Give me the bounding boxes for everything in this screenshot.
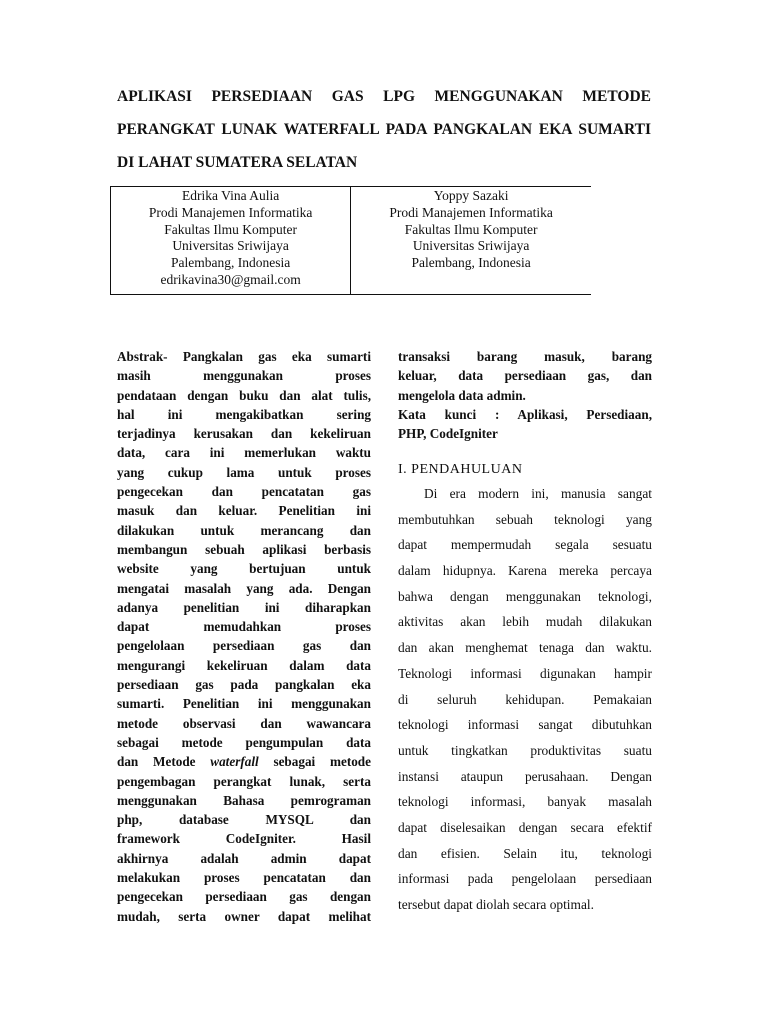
introduction-paragraph xyxy=(398,481,652,918)
abstract-line: pengembagan perangkat lunak, serta xyxy=(117,773,371,789)
author-university: Universitas Sriwijaya xyxy=(172,238,289,254)
abstract-line: sumarti. Penelitian ini menggunakan xyxy=(117,696,371,712)
abstract-line: masih menggunakan proses xyxy=(117,368,371,384)
author-university: Universitas Sriwijaya xyxy=(412,238,530,254)
author-table xyxy=(110,186,591,295)
keywords-line: PHP, CodeIgniter xyxy=(398,426,498,442)
author-name: Yoppy Sazaki xyxy=(433,188,509,203)
author-department: Prodi Manajemen Informatika xyxy=(148,204,313,220)
abstract-line: membangun sebuah aplikasi berbasis xyxy=(117,541,371,557)
abstract-line: data, cara ini memerlukan waktu xyxy=(117,445,371,461)
abstract-line: transaksi barang masuk, barang xyxy=(398,349,652,364)
abstract-line: terjadinya kerusakan dan kekeliruan xyxy=(117,426,371,442)
abstract-line: yang cukup lama untuk proses xyxy=(117,464,371,480)
section-heading: I. PENDAHULUAN xyxy=(398,462,523,477)
intro-line: aktivitas akan lebih mudah dilakukan xyxy=(398,614,652,630)
intro-line: instansi ataupun perusahaan. Dengan xyxy=(398,768,652,784)
abstract-line: hal ini mengakibatkan sering xyxy=(117,406,371,422)
abstract-line: mengelola data admin. xyxy=(398,387,526,403)
abstract-line: Abstrak- Pangkalan gas eka sumarti xyxy=(117,349,371,364)
intro-line: informasi pada pengelolaan persediaan xyxy=(398,871,652,887)
abstract-line: mudah, serta owner dapat melihat xyxy=(117,908,371,924)
author-cell-2 xyxy=(351,187,591,295)
title-line-1: APLIKASI PERSEDIAAN GAS LPG MENGGUNAKAN METODE xyxy=(117,88,651,105)
abstract-line: menggunakan Bahasa pemrograman xyxy=(117,792,371,808)
intro-line: membutuhkan sebuah teknologi yang xyxy=(398,511,652,527)
abstract-line: masuk dan keluar. Penelitian ini xyxy=(117,503,371,519)
intro-line: Di era modern ini, manusia sangat xyxy=(424,486,652,501)
author-name: Edrika Vina Aulia xyxy=(182,188,280,203)
intro-line: dapat mempermudah segala sesuatu xyxy=(398,537,652,553)
title-line-2: PERANGKAT LUNAK WATERFALL PADA PANGKALAN EKA SUMARTI xyxy=(117,121,651,138)
abstract-line: website yang bertujuan untuk xyxy=(117,561,371,577)
abstract-line: dapat memudahkan proses xyxy=(117,619,371,635)
abstract-line: melakukan proses pencatatan dan xyxy=(117,870,371,886)
author-city: Palembang, Indonesia xyxy=(171,255,291,271)
keywords xyxy=(398,405,652,444)
abstract-line: pengecekan persediaan gas dengan xyxy=(117,889,371,905)
abstract-continued xyxy=(398,347,652,405)
abstract-line: mengatai masalah yang ada. Dengan xyxy=(117,580,371,596)
keywords-line: Kata kunci : Aplikasi, Persediaan, xyxy=(398,406,652,422)
abstract-line: pengelolaan persediaan gas dan xyxy=(117,638,371,654)
intro-line: di seluruh kehidupan. Pemakaian xyxy=(398,691,652,707)
abstract-line: keluar, data persediaan gas, dan xyxy=(398,368,652,384)
abstract-line: akhirnya adalah admin dapat xyxy=(117,850,371,866)
abstract-line: pendataan dengan buku dan alat tulis, xyxy=(117,387,371,403)
intro-line: untuk tingkatkan produktivitas suatu xyxy=(398,742,652,758)
emphasis-waterfall: waterfall xyxy=(210,754,259,770)
abstract-line: metode observasi dan wawancara xyxy=(117,715,371,731)
intro-line: dan efisien. Selain itu, teknologi xyxy=(398,845,652,861)
author-city: Palembang, Indonesia xyxy=(411,255,531,271)
abstract-line: mengurangi kekeliruan dalam data xyxy=(117,657,371,673)
intro-line: dan akan menghemat tenaga dan waktu. xyxy=(398,640,652,656)
abstract-line: pengecekan dan pencatatan gas xyxy=(117,484,371,500)
intro-line: dapat diselesaikan dengan secara efektif xyxy=(398,819,652,835)
author-faculty: Fakultas Ilmu Komputer xyxy=(164,221,297,237)
abstract-line: persediaan gas pada pangkalan eka xyxy=(117,677,371,693)
right-column xyxy=(398,347,652,443)
intro-line: teknologi informasi, banyak masalah xyxy=(398,794,652,810)
title-line-3: DI LAHAT SUMATERA SELATAN xyxy=(117,154,358,171)
abstract-line: sebagai metode pengumpulan data xyxy=(117,734,371,750)
abstract-line-waterfall xyxy=(117,752,371,771)
intro-line: tersebut dapat diolah secara optimal. xyxy=(398,897,594,912)
abstract-line: framework CodeIgniter. Hasil xyxy=(117,831,371,847)
abstract-line: adanya penelitian ini diharapkan xyxy=(117,599,371,615)
intro-line: Teknologi informasi digunakan hampir xyxy=(398,665,652,681)
intro-line: dalam hidupnya. Karena mereka percaya xyxy=(398,563,652,579)
abstract-text: sebagai metode xyxy=(273,754,371,770)
abstract-line: php, database MYSQL dan xyxy=(117,812,371,828)
author-department: Prodi Manajemen Informatika xyxy=(389,204,553,220)
abstract-text: dan Metode xyxy=(117,754,196,770)
abstract-column xyxy=(117,347,371,926)
author-cell-1 xyxy=(111,187,351,295)
author-email: edrikavina30@gmail.com xyxy=(160,271,301,287)
intro-line: bahwa dengan menggunakan teknologi, xyxy=(398,588,652,604)
author-faculty: Fakultas Ilmu Komputer xyxy=(404,221,538,237)
intro-line: teknologi informasi sangat dibutuhkan xyxy=(398,717,652,733)
abstract-line: dilakukan untuk merancang dan xyxy=(117,522,371,538)
